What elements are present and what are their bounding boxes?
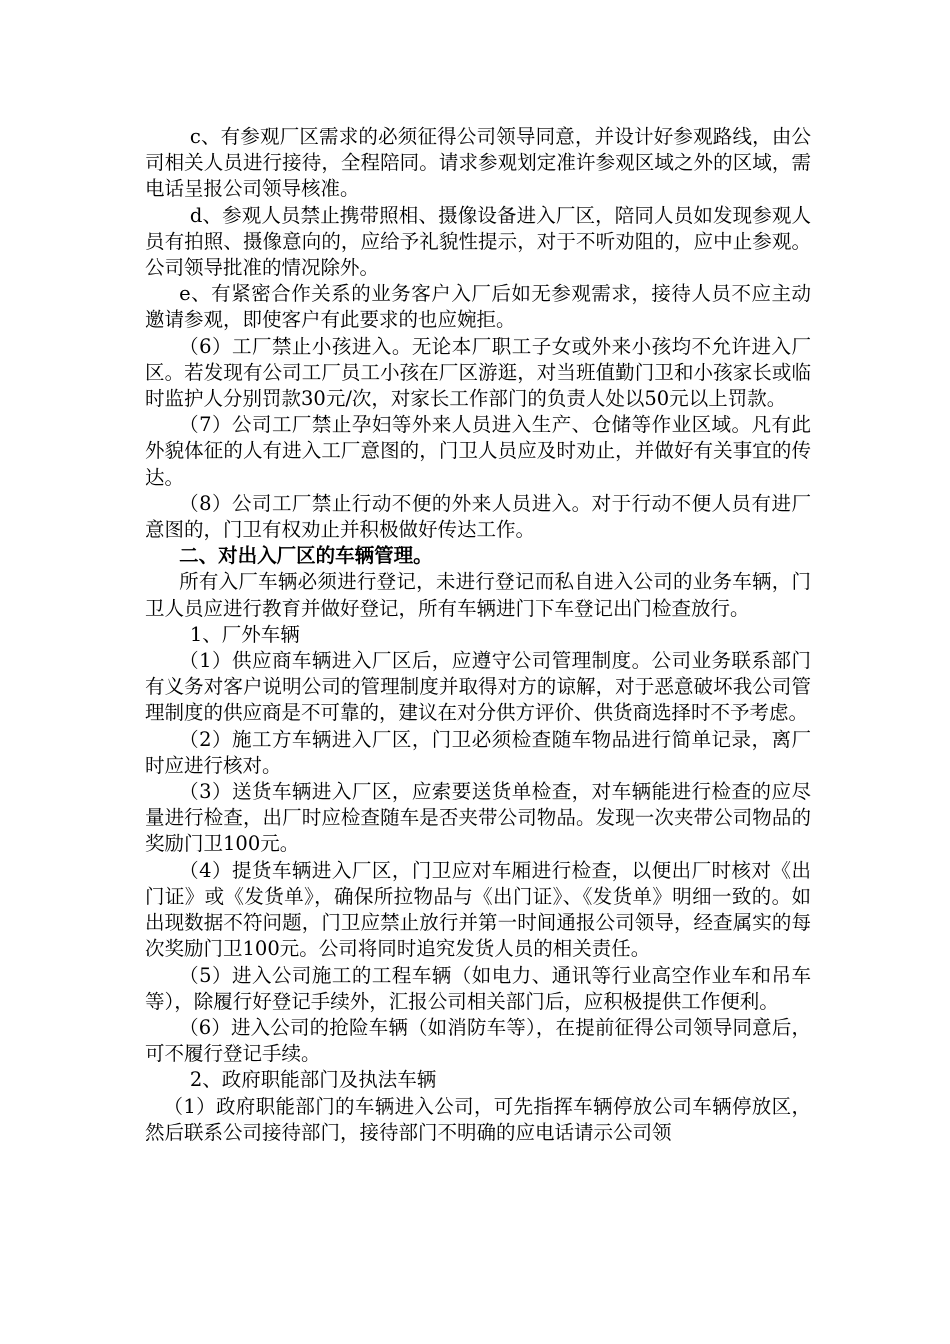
paragraph-supplier-vehicles: （1）供应商车辆进入厂区后，应遵守公司管理制度。公司业务联系部门有义务对客户说明公司的管理制度并取得对方的谅解，对于恶意破坏我公司管理制度的供应商是不可靠的，建议在对分供方评价、供货商选择时不予考虑。 [145, 649, 811, 725]
subheading-government-vehicles: 2、政府职能部门及执法车辆 [189, 1068, 437, 1092]
paragraph-no-invite: e、有紧密合作关系的业务客户入厂后如无参观需求，接待人员不应主动邀请参观，即使客户有此要求的也应婉拒。 [145, 282, 811, 332]
paragraph-emergency-vehicles: （6）进入公司的抢险车辆（如消防车等），在提前征得公司领导同意后，可不履行登记手续。 [145, 1015, 811, 1066]
paragraph-government-vehicle-parking: （1）政府职能部门的车辆进入公司，可先指挥车辆停放公司车辆停放区，然后联系公司接待部门，接待部门不明确的应电话请示公司领 [145, 1094, 811, 1144]
paragraph-pickup-vehicles: （4）提货车辆进入厂区，门卫应对车厢进行检查，以便出厂时核对《出门证》或《发货单》，确保所拉物品与《出门证》、《发货单》明细一致的。如出现数据不符问题，门卫应禁止放行并第一时间通报公司领导，经查属实的每次奖励门卫100元。公司将同时追究发货人员的相关责任。 [145, 858, 811, 961]
section-heading-vehicles: 二、对出入厂区的车辆管理。 [179, 544, 433, 568]
paragraph-no-pregnant: （7）公司工厂禁止孕妇等外来人员进入生产、仓储等作业区域。凡有此外貌体征的人有进入工厂意图的，门卫人员应及时劝止，并做好有关事宜的传达。 [145, 413, 811, 489]
paragraph-engineering-vehicles: （5）进入公司施工的工程车辆（如电力、通讯等行业高空作业车和吊车等），除履行好登记手续外，汇报公司相关部门后，应积极提供工作便利。 [145, 963, 811, 1013]
paragraph-no-children: （6）工厂禁止小孩进入。无论本厂职工子女或外来小孩均不允许进入厂区。若发现有公司工厂员工小孩在厂区游逛，对当班值勤门卫和小孩家长或临时监护人分别罚款30元/次，对家长工作部门的负责人处以50元以上罚款。 [145, 334, 811, 411]
document-page [145, 124, 811, 1146]
paragraph-construction-vehicles: （2）施工方车辆进入厂区，门卫必须检查随车物品进行简单记录，离厂时应进行核对。 [145, 727, 811, 777]
paragraph-delivery-vehicles: （3）送货车辆进入厂区，应索要送货单检查，对车辆能进行检查的应尽量进行检查，出厂时应检查随车是否夹带公司物品。发现一次夹带公司物品的奖励门卫100元。 [145, 780, 811, 856]
paragraph-visit-approval: c、有参观厂区需求的必须征得公司领导同意，并设计好参观路线，由公司相关人员进行接待，全程陪同。请求参观划定准许参观区域之外的区域，需电话呈报公司领导核准。 [145, 125, 811, 201]
paragraph-no-camera: d、参观人员禁止携带照相、摄像设备进入厂区，陪同人员如发现参观人员有拍照、摄像意向的，应给予礼貌性提示，对于不听劝阻的，应中止参观。公司领导批准的情况除外。 [145, 203, 811, 280]
paragraph-vehicle-registration: 所有入厂车辆必须进行登记，未进行登记而私自进入公司的业务车辆，门卫人员应进行教育并做好登记，所有车辆进门下车登记出门检查放行。 [145, 570, 811, 620]
paragraph-no-disabled: （8）公司工厂禁止行动不便的外来人员进入。对于行动不便人员有进厂意图的，门卫有权劝止并积极做好传达工作。 [145, 491, 811, 542]
subheading-external-vehicles: 1、厂外车辆 [189, 622, 300, 646]
